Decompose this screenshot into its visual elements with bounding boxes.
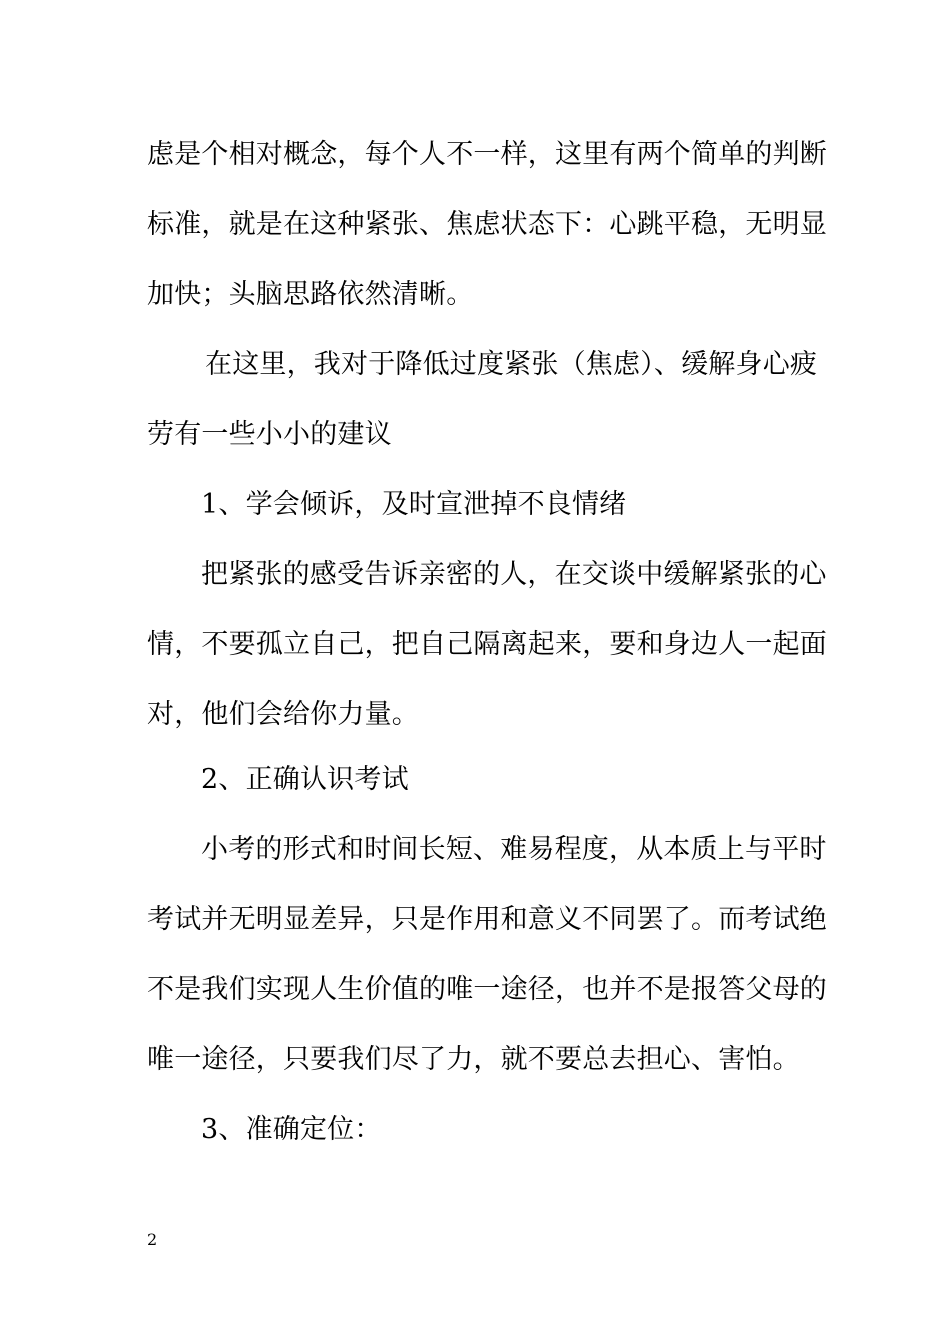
text-line-14: 唯一途径，只要我们尽了力，就不要总去担心、害怕。 xyxy=(147,1044,800,1075)
section-heading-1: 1、学会倾诉，及时宣泄掉不良情绪 xyxy=(201,489,627,520)
section-heading-2: 2、正确认识考试 xyxy=(201,764,409,795)
page-number: 2 xyxy=(147,1230,158,1249)
text-line-3: 加快；头脑思路依然清晰。 xyxy=(147,279,474,310)
text-line-8: 情，不要孤立自己，把自己隔离起来，要和身边人一起面 xyxy=(147,629,827,660)
text-line-4: 在这里，我对于降低过度紧张（焦虑）、缓解身心疲 xyxy=(205,349,818,380)
text-line-2: 标准，就是在这种紧张、焦虑状态下：心跳平稳，无明显 xyxy=(147,209,827,240)
text-line-1: 虑是个相对概念，每个人不一样，这里有两个简单的判断 xyxy=(147,139,827,170)
text-line-13: 不是我们实现人生价值的唯一途径，也并不是报答父母的 xyxy=(147,974,827,1005)
text-line-12: 考试并无明显差异，只是作用和意义不同罢了。而考试绝 xyxy=(147,904,827,935)
text-line-11: 小考的形式和时间长短、难易程度，从本质上与平时 xyxy=(201,834,827,865)
text-line-7: 把紧张的感受告诉亲密的人，在交谈中缓解紧张的心 xyxy=(201,559,827,590)
text-line-9: 对，他们会给你力量。 xyxy=(147,699,419,730)
text-line-5: 劳有一些小小的建议 xyxy=(147,419,392,450)
section-heading-3: 3、准确定位： xyxy=(201,1114,382,1145)
